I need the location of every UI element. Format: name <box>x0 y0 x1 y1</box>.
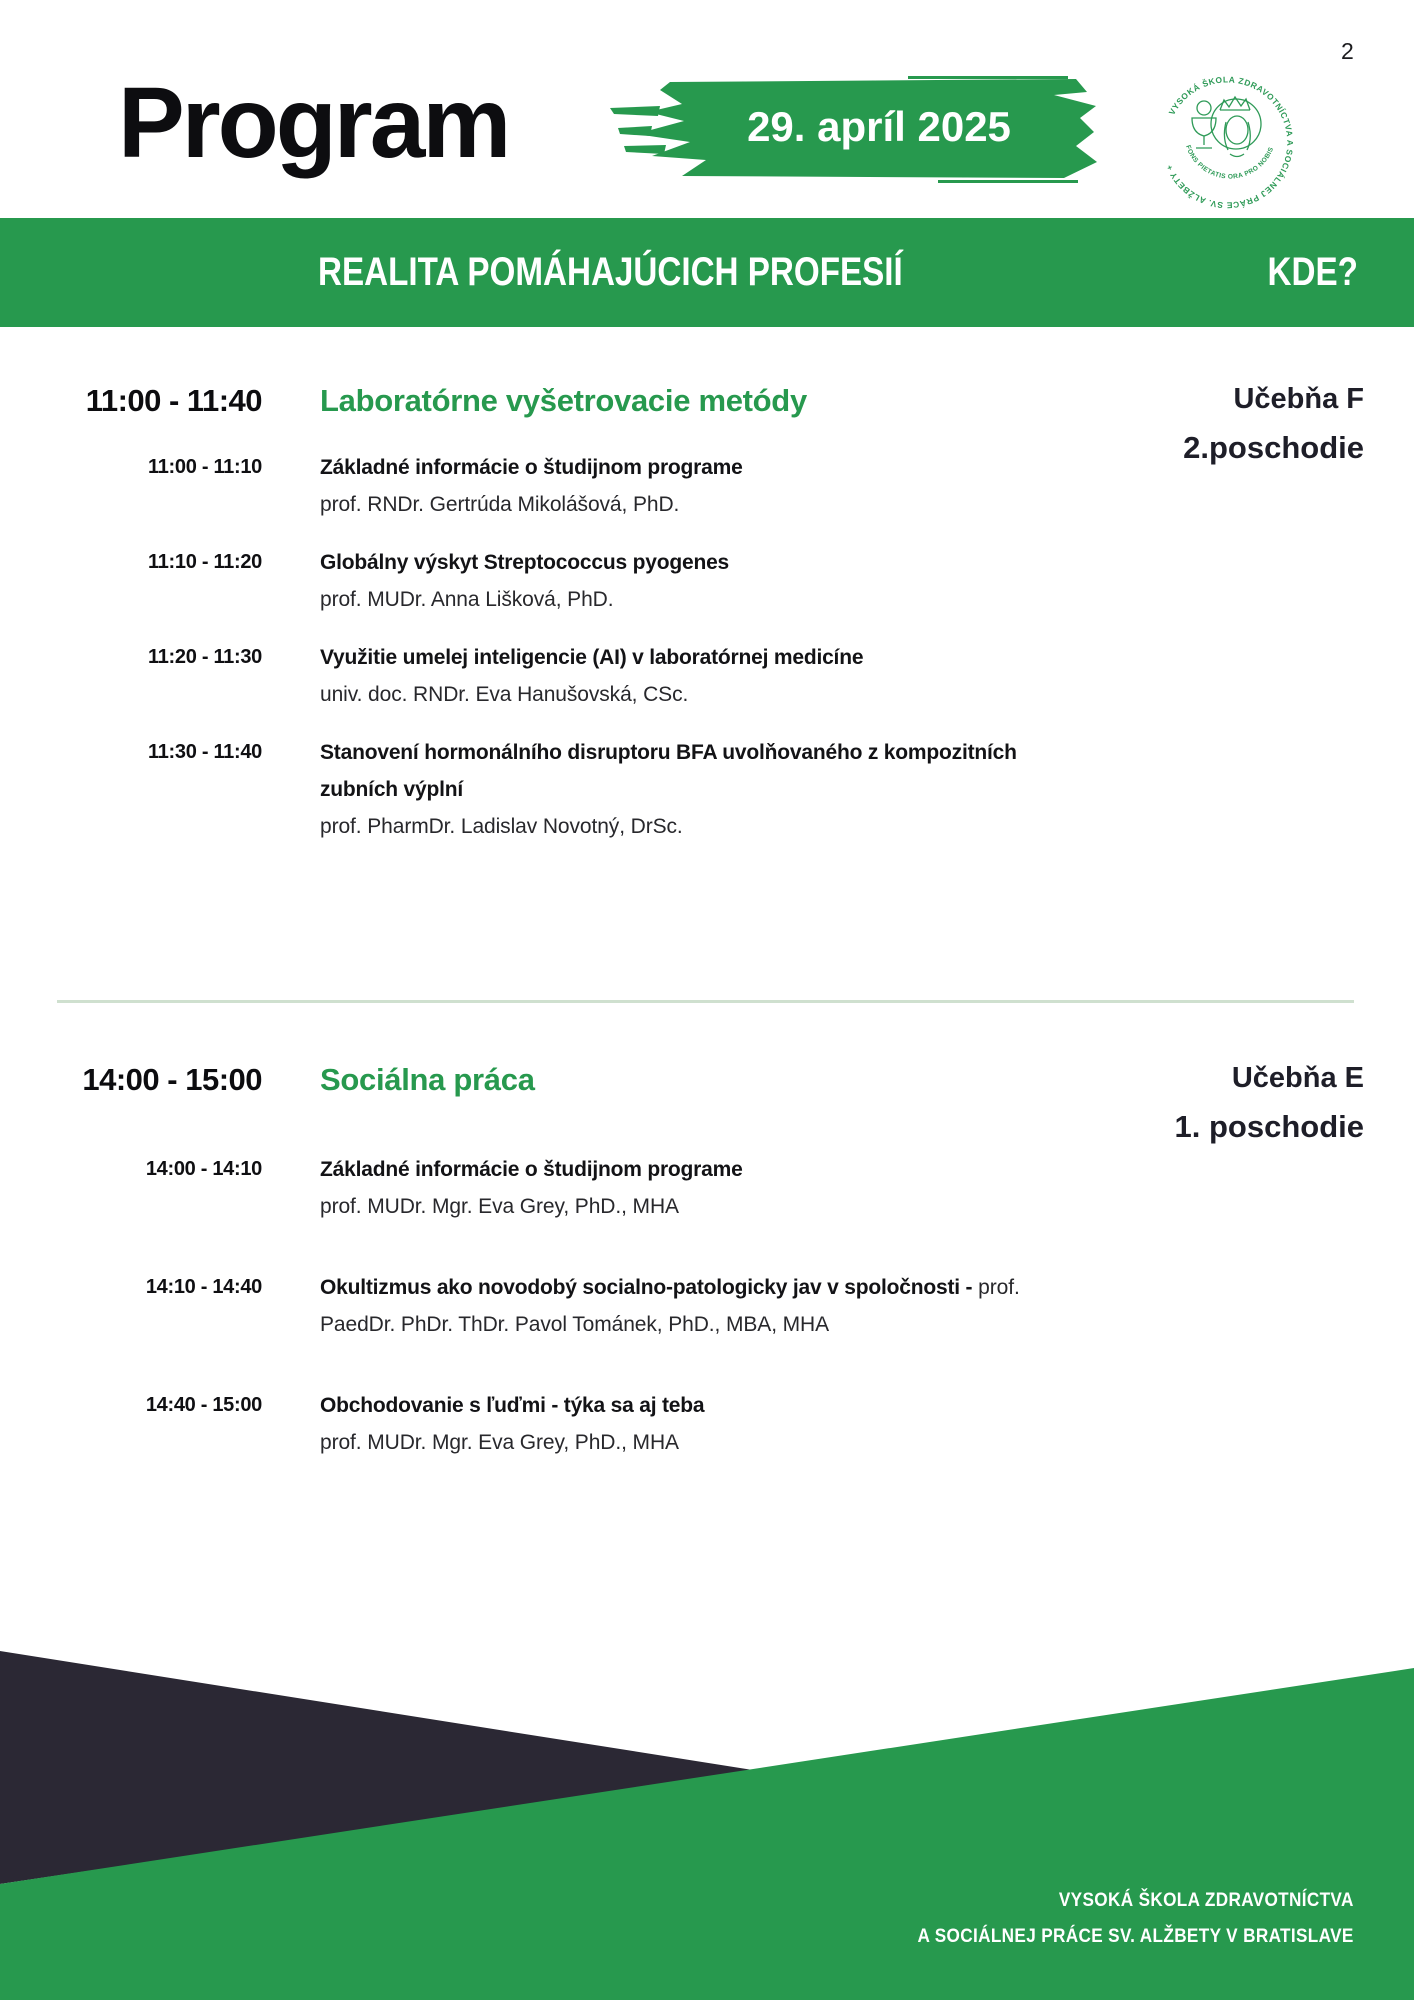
schedule-item <box>0 734 1414 845</box>
item-time: 14:40 - 15:00 <box>145 1394 262 1416</box>
schedule-item <box>0 639 1414 713</box>
seal-inner-text: FONS PIETATIS ORA PRO NOBIS <box>1184 144 1276 181</box>
section-location <box>1183 383 1364 466</box>
section-items <box>0 449 1414 845</box>
banner-title: REALITA POMÁHAJÚCICH PROFESIÍ <box>318 250 903 294</box>
section-social-work <box>0 1062 1414 1505</box>
location-room: Učebňa E <box>1231 1062 1364 1094</box>
item-speaker: prof. MUDr. Mgr. Eva Grey, PhD., MHA <box>320 1431 679 1454</box>
item-speaker: prof. RNDr. Gertrúda Mikolášová, PhD. <box>320 493 680 516</box>
section-location <box>1175 1062 1364 1145</box>
item-title: Obchodovanie s ľuďmi - týka sa aj teba <box>320 1394 705 1417</box>
section-items <box>0 1151 1414 1461</box>
section-title: Laboratórne vyšetrovacie metódy <box>320 383 807 418</box>
item-title: Stanovení hormonálního disruptoru BFA uvolňovaného z kompozitních zubních výplní <box>320 741 1017 801</box>
item-body <box>320 449 1040 523</box>
schedule-item <box>0 544 1414 618</box>
section-time-range: 11:00 - 11:40 <box>85 383 262 418</box>
halo-circle <box>1211 99 1261 149</box>
item-time: 14:00 - 14:10 <box>145 1158 262 1180</box>
item-title: Globálny výskyt Streptococcus pyogenes <box>320 551 730 574</box>
host-circle <box>1197 101 1211 115</box>
schedule-item <box>0 1269 1414 1343</box>
seal-ring-text: VYSOKÁ ŠKOLA ZDRAVOTNÍCTVA A SOCIÁLNEJ PRÁCE SV. ALŽBETY + <box>1163 74 1296 210</box>
schedule-item <box>0 1151 1414 1225</box>
location-room: Učebňa F <box>1233 383 1364 415</box>
item-body <box>320 544 1040 618</box>
location-floor: 1. poschodie <box>1174 1109 1364 1144</box>
item-title: Okultizmus ako novodobý socialno-patologicky jav v spoločnosti - <box>320 1276 973 1299</box>
item-speaker: prof. PharmDr. Ladislav Novotný, DrSc. <box>320 815 683 838</box>
section-time-range: 14:00 - 15:00 <box>82 1062 262 1097</box>
item-title: Základné informácie o študijnom programe <box>320 456 743 479</box>
item-time: 11:10 - 11:20 <box>148 551 262 573</box>
section-title: Sociálna práca <box>320 1062 535 1097</box>
session-banner <box>0 218 1414 327</box>
item-time: 11:30 - 11:40 <box>148 741 262 763</box>
item-body <box>320 1269 1020 1343</box>
item-title: Základné informácie o študijnom programe <box>320 1158 743 1181</box>
section-laboratory-methods <box>0 383 1414 866</box>
item-speaker: prof. MUDr. Anna Lišková, PhD. <box>320 588 614 611</box>
page-number: 2 <box>1341 38 1354 64</box>
item-time: 14:10 - 14:40 <box>145 1276 262 1298</box>
section-divider <box>57 1000 1354 1003</box>
item-speaker: prof. MUDr. Mgr. Eva Grey, PhD., MHA <box>320 1195 679 1218</box>
item-speaker: prof. PaedDr. PhDr. ThDr. Pavol Tománek, PhD., MBA, MHA <box>320 1276 1020 1336</box>
schedule-item <box>0 1387 1414 1461</box>
date-badge <box>608 76 1100 184</box>
item-speaker: univ. doc. RNDr. Eva Hanušovská, CSc. <box>320 683 689 706</box>
item-title: Využitie umelej inteligencie (AI) v laboratórnej medicíne <box>320 646 864 669</box>
item-body <box>320 1151 1040 1225</box>
item-body <box>320 639 1040 713</box>
page-title: Program <box>118 67 509 179</box>
location-floor: 2.poschodie <box>1183 430 1364 465</box>
date-text: 29. apríl 2025 <box>747 103 1011 150</box>
item-time: 11:20 - 11:30 <box>148 646 262 668</box>
footer-line2: A SOCIÁLNEJ PRÁCE SV. ALŽBETY V BRATISLAVE <box>917 1925 1354 1947</box>
footer-school-name <box>918 1882 1354 1954</box>
item-body <box>320 1387 1040 1461</box>
item-body <box>320 734 1040 845</box>
madonna-face <box>1226 116 1248 144</box>
banner-where-label: KDE? <box>1267 250 1358 294</box>
university-seal-logo <box>1156 62 1304 210</box>
footer-line1: VYSOKÁ ŠKOLA ZDRAVOTNÍCTVA <box>1059 1889 1354 1911</box>
item-time: 11:00 - 11:10 <box>148 456 262 478</box>
